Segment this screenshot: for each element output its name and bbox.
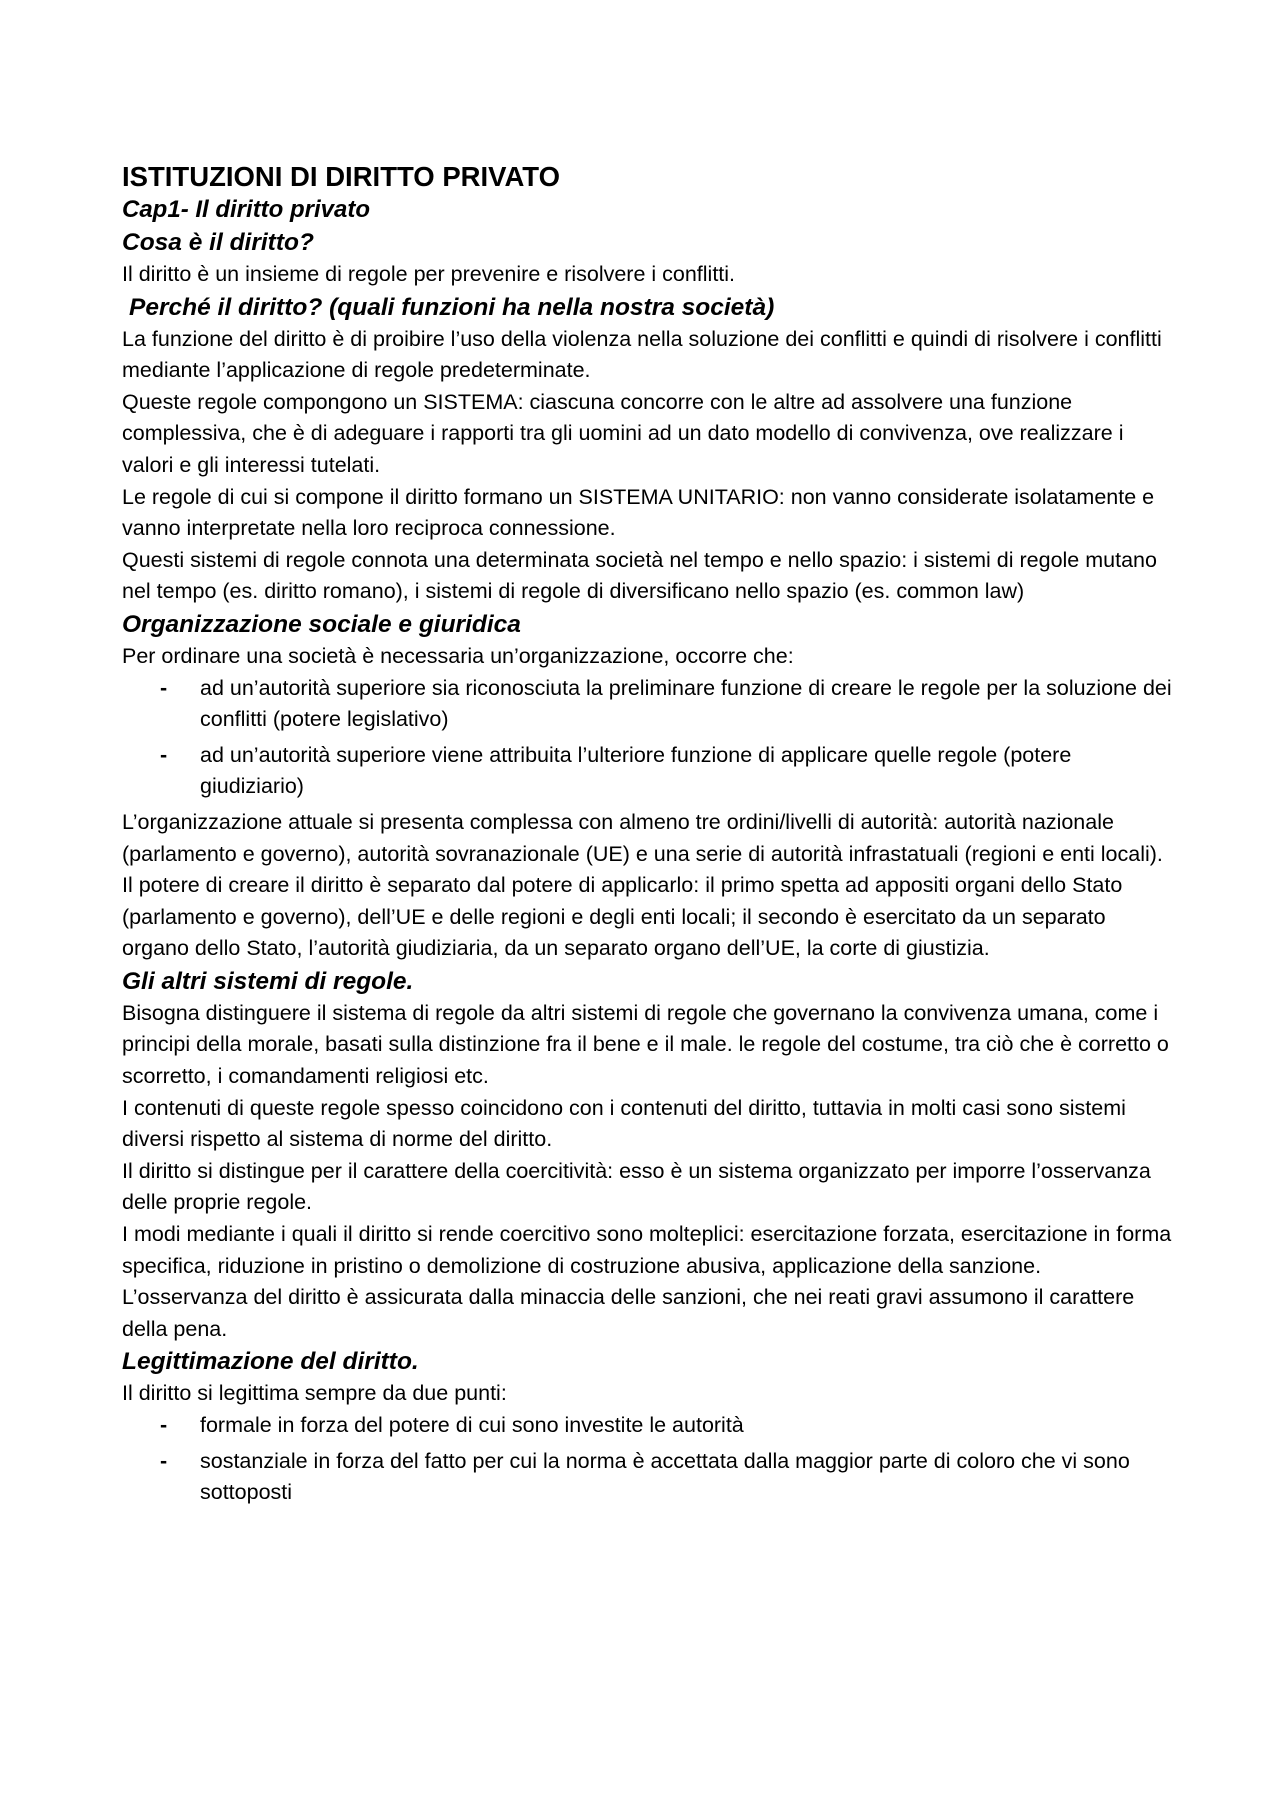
list-item-text: sostanziale in forza del fatto per cui la norma è accettata dalla maggior parte di coloro che vi sono sottoposti [200,1448,1130,1505]
section-organizzazione-sociale [122,608,1172,965]
section-legittimazione [122,1345,1172,1508]
section-altri-sistemi [122,965,1172,1346]
section-intro: Il diritto si legittima sempre da due punti: [122,1381,507,1406]
list-item [122,1410,1172,1442]
section-heading: Organizzazione sociale e giuridica [122,610,521,638]
paragraph: L’osservanza del diritto è assicurata dalla minaccia delle sanzioni, che nei reati gravi assumono il carattere della pena. [122,1285,1135,1341]
section-heading: Gli altri sistemi di regole. [122,967,414,995]
section-heading: Perché il diritto? (quali funzioni ha nella nostra società) [129,293,775,321]
paragraph: L’organizzazione attuale si presenta complessa con almeno tre ordini/livelli di autorità: autorità nazionale (parlamento e governo), autorità sovranazionale (UE) e una serie di autorità infrastatuali (regioni e enti locali). [122,809,1163,866]
dash-bullet: - [160,742,168,767]
paragraph: Bisogna distinguere il sistema di regole da altri sistemi di regole che governano la convivenza umana, come i principi della morale, basati sulla distinzione fra il bene e il male. le regole del costume, tra ciò che è corretto o scorretto, i comandamenti religiosi etc. [122,1000,1169,1089]
paragraph: Il diritto si distingue per il carattere della coercitività: esso è un sistema organizzato per imporre l’osservanza delle proprie regole. [122,1158,1151,1215]
section-heading: Cosa è il diritto? [122,229,314,256]
paragraph: Queste regole compongono un SISTEMA: ciascuna concorre con le altre ad assolvere una funzione complessiva, che è di adeguare i rapporti tra gli uomini ad un dato modello di convivenza, ove realizzare i valori e gli interessi tutelati. [122,389,1124,477]
dash-bullet: - [160,1448,168,1473]
paragraph: I modi mediante i quali il diritto si rende coercitivo sono molteplici: esercitazione forzata, esercitazione in forma specifica, riduzione in pristino o demolizione di costruzione abusiva, applicazione della sanzione. [122,1222,1172,1278]
chapter-title: Cap1- Il diritto privato [122,196,371,223]
dash-bullet: - [160,675,168,700]
list-item [122,1446,1172,1509]
dash-bullet: - [160,1413,168,1437]
bullet-list [122,1410,1172,1509]
section-perche-il-diritto [122,291,1172,608]
paragraph: Le regole di cui si compone il diritto formano un SISTEMA UNITARIO: non vanno considerate isolatamente e vanno interpretate nella loro reciproca connessione. [122,484,1155,541]
document-title: ISTITUZIONI DI DIRITTO PRIVATO [122,161,560,192]
paragraph: Il diritto è un insieme di regole per prevenire e risolvere i conflitti. [122,262,736,286]
paragraph: Questi sistemi di regole connota una determinata società nel tempo e nello spazio: i sistemi di regole mutano nel tempo (es. diritto romano), i sistemi di regole di diversificano nello spazio (es. common law) [122,547,1157,604]
list-item-text: ad un’autorità superiore sia riconosciuta la preliminare funzione di creare le regole per la soluzione dei conflitti (potere legislativo) [200,675,1172,732]
document-content [122,160,1172,1513]
list-item [122,740,1172,803]
section-heading: Legittimazione del diritto. [122,1348,419,1376]
bullet-list [122,673,1172,803]
list-item-text: formale in forza del potere di cui sono investite le autorità [200,1413,744,1437]
paragraph: I contenuti di queste regole spesso coincidono con i contenuti del diritto, tuttavia in molti casi sono sistemi diversi rispetto al sistema di norme del diritto. [122,1095,1126,1152]
section-intro: Per ordinare una società è necessaria un’organizzazione, occorre che: [122,643,794,668]
list-item-text: ad un’autorità superiore viene attribuita l’ulteriore funzione di applicare quelle regole (potere giudiziario) [200,742,1072,799]
paragraph: Il potere di creare il diritto è separato dal potere di applicarlo: il primo spetta ad appositi organi dello Stato (parlamento e governo), dell’UE e delle regioni e degli enti locali; il secondo è esercitato da un separato organo dello Stato, l’autorità giudiziaria, da un separato organo dell’UE, la corte di giustizia. [122,873,1123,961]
section-cosa-e-il-diritto [122,226,1172,291]
list-item [122,673,1172,736]
paragraph: La funzione del diritto è di proibire l’uso della violenza nella soluzione dei conflitti e quindi di risolvere i conflitti mediante l’applicazione di regole predeterminate. [122,326,1162,383]
